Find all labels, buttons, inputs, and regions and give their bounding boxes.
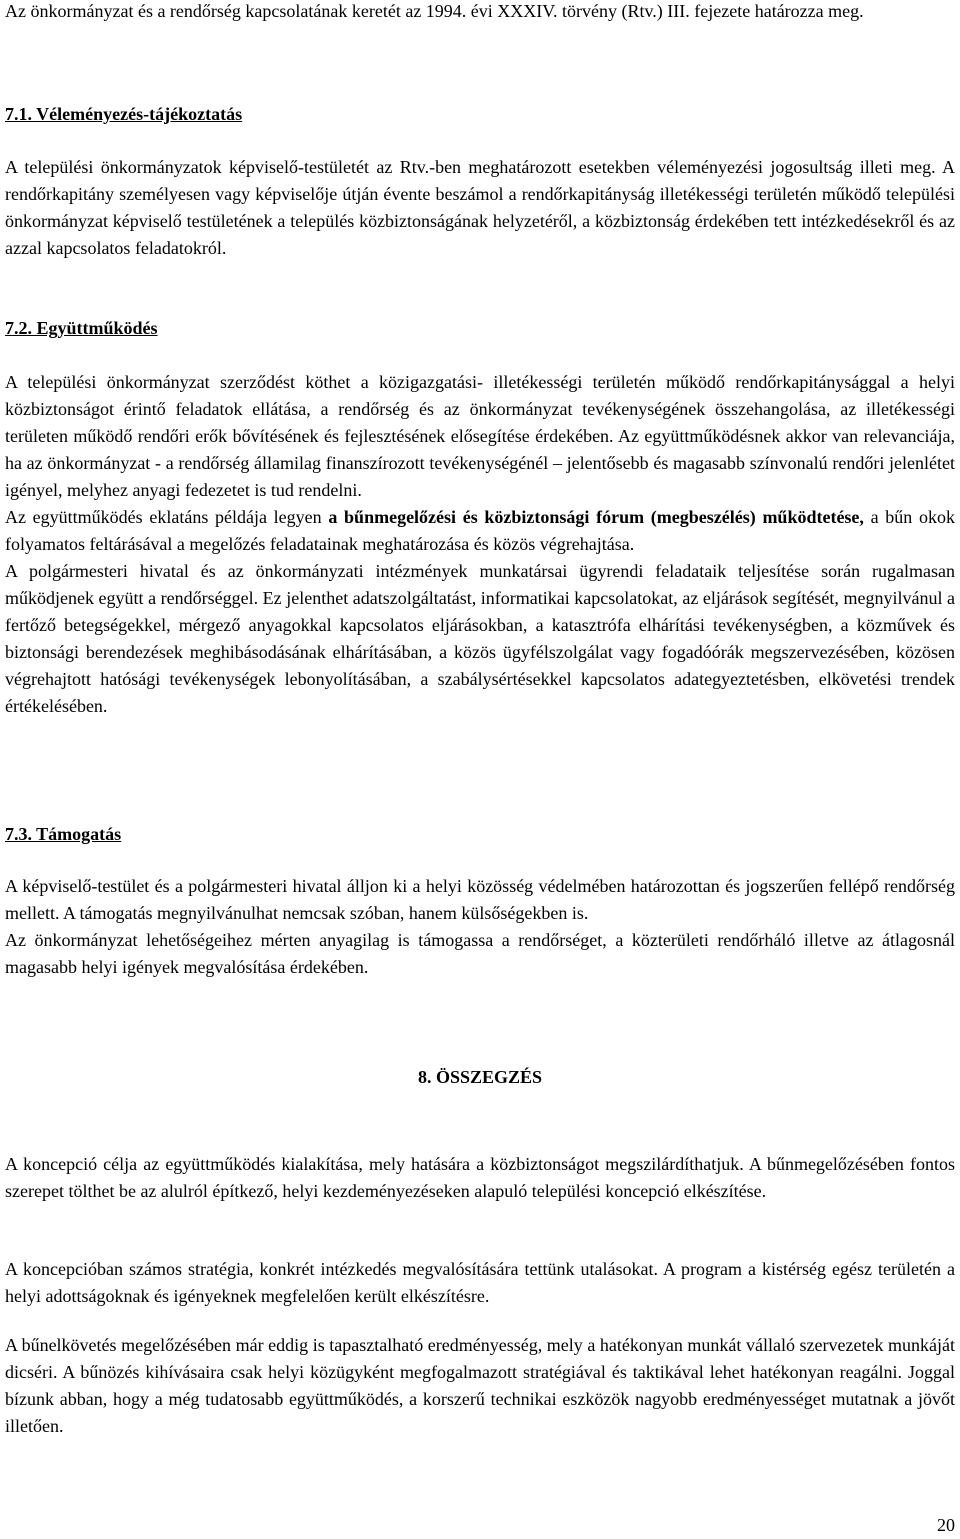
section-7-3-body [5,873,955,981]
section-7-1-heading: 7.1. Véleményezés-tájékoztatás [5,104,243,124]
page-number: 20 [937,1515,955,1535]
section-8-paragraph-2: A koncepcióban számos stratégia, konkrét intézkedés megvalósítására tettünk utalásokat. A program a kistérség egész területén a helyi adottságoknak és igényeknek megfelelően került elkészítésre. [5,1259,955,1306]
section-7-2-paragraph-3: A polgármesteri hivatal és az önkormányzati intézmények munkatársai ügyrendi feladataik teljesítése során rugalmasan működjenek együtt a rendőrséggel. Ez jelenthet adatszolgáltatást, informatikai kapcsolatokat, az eljárások segítését, megnyilvánul a fertőző betegségekkel, mérgező anyagokkal kapcsolatos eljárásokban, a katasztrófa elhárítási tevékenységben, a közművek és biztonsági berendezések meghibásodásának elhárításában, a közös ügyfélszolgálat vagy fogadóórák megszervezésében, közösen végrehajtott hatósági tevékenységek lebonyolításában, a szabálysértésekkel kapcsolatos adategyeztetésben, elkövetési trendek értékelésében. [5,561,955,716]
section-7-1-paragraph: A települési önkormányzatok képviselő-testületét az Rtv.-ben meghatározott esetekben véleményezési jogosultság illeti meg. A rendőrkapitány személyesen vagy képviselője útján évente beszámol a rendőrkapitányság illetékességi területén működő települési önkormányzat képviselő testületének a település közbiztonságának helyzetéről, a közbiztonság érdekében tett intézkedésekről és az azzal kapcsolatos feladatokról. [5,157,955,258]
section-7-3-paragraph-1: A képviselő-testület és a polgármesteri hivatal álljon ki a helyi közösség védelmében határozottan és jogszerűen fellépő rendőrség mellett. A támogatás megnyilvánulhat nemcsak szóban, hanem külsőségekben is. [5,876,955,923]
section-7-2-paragraph-1: A települési önkormányzat szerződést köthet a közigazgatási- illetékességi területén működő rendőrkapitánysággal a helyi közbiztonságot érintő feladatok ellátása, a rendőrség és az önkormányzat tevékenységének összehangolása, az illetékességi területen működő rendőri erők bővítésének és fejlesztésének elősegítése érdekében. Az együttműködésnek akkor van relevanciája, ha az önkormányzat - a rendőrség államilag finanszírozott tevékenységénél – jelentősebb és magasabb színvonalú rendőri jelenlétet igényel, melyhez anyagi fedezetet is tud rendelni. [5,372,955,500]
section-8-paragraph-1: A koncepció célja az együttműködés kialakítása, mely hatására a közbiztonságot megszilárdíthatjuk. A bűnmegelőzésében fontos szerepet tölthet be az alulról építkező, helyi kezdeményezéseken alapuló települési koncepció elkészítése. [5,1154,955,1201]
section-7-2-paragraph-2 [5,504,955,558]
section-8-paragraph-3: A bűnelkövetés megelőzésében már eddig is tapasztalható eredményesség, mely a hatékonyan munkát vállaló szervezetek munkáját dicséri. A bűnözés kihívásaira csak helyi közügyként megfogalmazott stratégiával és taktikával lehet hatékonyan reagálni. Joggal bízunk abban, hogy a még tudatosabb együttműködés, a korszerű technikai eszközök nagyobb eredményességet mutatnak a jövőt illetően. [5,1335,955,1436]
para2-pre: Az együttműködés eklatáns példája legyen [5,507,329,527]
section-7-3-heading: 7.3. Támogatás [5,824,122,844]
section-7-2-body [5,369,955,720]
section-7-3-paragraph-2: Az önkormányzat lehetőségeihez mérten anyagilag is támogassa a rendőrséget, a közterületi rendőrháló illetve az átlagosnál magasabb helyi igények megvalósítása érdekében. [5,930,955,977]
section-7-2-heading: 7.2. Együttműködés [5,318,158,338]
para2-bold: a bűnmegelőzési és közbiztonsági fórum (megbeszélés) működtetése, [328,507,864,527]
para2-post: a bűn okok folyamatos feltárásával a megelőzés feladatainak meghatározása és közös végrehajtása. [5,507,955,554]
section-8-heading: 8. ÖSSZEGZÉS [417,1067,543,1087]
intro-paragraph: Az önkormányzat és a rendőrség kapcsolatának keretét az 1994. évi XXXIV. törvény (Rtv.) III. fejezete határozza meg. [5,1,864,21]
